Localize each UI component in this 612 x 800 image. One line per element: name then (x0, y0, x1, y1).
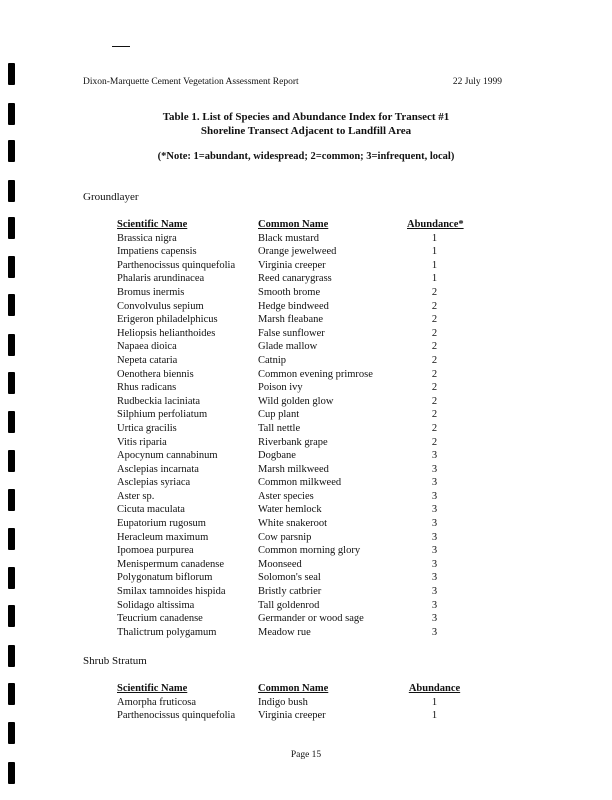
scientific-name-cell: Eupatorium rugosum (117, 518, 206, 530)
common-name-cell: Water hemlock (258, 504, 322, 516)
common-name-cell: Reed canarygrass (258, 273, 332, 285)
common-name-cell: Cup plant (258, 409, 300, 421)
abundance-note: (*Note: 1=abundant, widespread; 2=common; 3=infrequent, local) (157, 151, 455, 162)
table-row (117, 313, 487, 327)
common-name-cell: Bristly catbrier (258, 586, 322, 598)
scientific-name-cell: Heracleum maximum (117, 531, 209, 543)
common-name-cell: Hedge bindweed (258, 300, 329, 312)
scientific-name-cell: Rudbeckia laciniata (117, 395, 201, 407)
table-row (117, 585, 487, 599)
col-abundance: Abundance (408, 683, 461, 694)
table-row (117, 422, 487, 436)
scientific-name-cell: Silphium perfoliatum (117, 409, 208, 421)
common-name-cell: Glade mallow (258, 341, 318, 353)
common-name-cell: Smooth brome (258, 286, 321, 298)
common-name-cell: Dogbane (258, 450, 296, 462)
scientific-name-cell: Ipomoea purpurea (117, 545, 194, 557)
common-name-cell: Catnip (258, 354, 286, 366)
scientific-name-cell: Bromus inermis (117, 286, 185, 298)
table-row (117, 490, 487, 504)
table-row (117, 272, 487, 286)
abundance-cell: 2 (431, 354, 438, 366)
scientific-name-cell: Teucrium canadense (117, 613, 203, 625)
table-row (117, 626, 487, 640)
scientific-name-cell: Erigeron philadelphicus (117, 314, 218, 326)
common-name-cell: Tall goldenrod (258, 599, 320, 611)
scientific-name-cell: Amorpha fruticosa (117, 696, 197, 708)
table-row (117, 354, 487, 368)
table-row (117, 436, 487, 450)
abundance-cell: 3 (431, 599, 438, 611)
table-row (117, 259, 487, 273)
table-row (117, 531, 487, 545)
table-row (117, 476, 487, 490)
common-name-cell: Tall nettle (258, 422, 301, 434)
abundance-cell: 3 (431, 572, 438, 584)
common-name-cell: Black mustard (258, 232, 319, 244)
abundance-cell: 2 (431, 286, 438, 298)
abundance-cell: 1 (431, 259, 438, 271)
abundance-cell: 3 (431, 545, 438, 557)
scientific-name-cell: Impatiens capensis (117, 246, 197, 258)
report-title: Dixon-Marquette Cement Vegetation Assessment Report (83, 77, 299, 87)
scientific-name-cell: Nepeta cataria (117, 354, 178, 366)
abundance-cell: 2 (431, 341, 438, 353)
scientific-name-cell: Vitis riparia (117, 436, 167, 448)
abundance-cell: 3 (431, 613, 438, 625)
common-name-cell: Orange jewelweed (258, 246, 337, 258)
report-date: 22 July 1999 (452, 77, 502, 87)
abundance-cell: 3 (431, 518, 438, 530)
abundance-cell: 2 (431, 368, 438, 380)
scientific-name-cell: Aster sp. (117, 490, 155, 502)
common-name-cell: Moonseed (258, 558, 302, 570)
abundance-cell: 2 (431, 395, 438, 407)
page-number: Page 15 (290, 750, 322, 760)
scientific-name-cell: Asclepias syriaca (117, 477, 191, 489)
scientific-name-cell: Polygonatum biflorum (117, 572, 213, 584)
common-name-cell: Wild golden glow (258, 395, 334, 407)
abundance-cell: 3 (431, 490, 438, 502)
abundance-cell: 3 (431, 477, 438, 489)
table-row (117, 517, 487, 531)
scientific-name-cell: Oenothera biennis (117, 368, 194, 380)
scientific-name-cell: Solidago altissima (117, 599, 195, 611)
scientific-name-cell: Menispermum canadense (117, 558, 225, 570)
table-row (117, 558, 487, 572)
scientific-name-cell: Brassica nigra (117, 232, 177, 244)
scientific-name-cell: Parthenocissus quinquefolia (117, 710, 236, 722)
col-scientific-name: Scientific Name (117, 683, 188, 694)
table-row (117, 599, 487, 613)
abundance-cell: 1 (431, 273, 438, 285)
table-row (117, 544, 487, 558)
col-scientific-name: Scientific Name (117, 219, 188, 230)
col-common-name: Common Name (258, 683, 329, 694)
common-name-cell: Virginia creeper (258, 710, 326, 722)
common-name-cell: White snakeroot (258, 518, 328, 530)
common-name-cell: Marsh milkweed (258, 463, 329, 475)
table-row (117, 300, 487, 314)
common-name-cell: Marsh fleabane (258, 314, 324, 326)
common-name-cell: Virginia creeper (258, 259, 326, 271)
abundance-cell: 3 (431, 463, 438, 475)
common-name-cell: Cow parsnip (258, 531, 312, 543)
table-row (117, 232, 487, 246)
col-abundance: Abundance* (407, 219, 464, 230)
abundance-cell: 2 (431, 327, 438, 339)
abundance-cell: 1 (431, 232, 438, 244)
table-header-row (117, 682, 487, 696)
table-header-row (117, 218, 487, 232)
abundance-cell: 2 (431, 300, 438, 312)
scientific-name-cell: Smilax tamnoides hispida (117, 586, 226, 598)
table-title (0, 110, 612, 138)
top-mark (112, 46, 130, 47)
common-name-cell: Germander or wood sage (258, 613, 364, 625)
table-row (117, 368, 487, 382)
common-name-cell: False sunflower (258, 327, 325, 339)
common-name-cell: Common milkweed (258, 477, 342, 489)
table-row (117, 395, 487, 409)
common-name-cell: Indigo bush (258, 696, 308, 708)
table-row (117, 503, 487, 517)
running-header (83, 77, 502, 87)
shrub-table (117, 682, 487, 723)
scientific-name-cell: Apocynum cannabinum (117, 450, 218, 462)
common-name-cell: Common morning glory (258, 545, 361, 557)
table-row (117, 463, 487, 477)
table-row (117, 340, 487, 354)
common-name-cell: Common evening primrose (258, 368, 373, 380)
table-row (117, 245, 487, 259)
common-name-cell: Riverbank grape (258, 436, 328, 448)
abundance-cell: 3 (431, 626, 438, 638)
abundance-cell: 2 (431, 422, 438, 434)
scientific-name-cell: Urtica gracilis (117, 422, 177, 434)
abundance-cell: 1 (431, 246, 438, 258)
table-row (117, 696, 487, 710)
scientific-name-cell: Parthenocissus quinquefolia (117, 259, 236, 271)
common-name-cell: Solomon's seal (258, 572, 321, 584)
groundlayer-heading: Groundlayer (83, 191, 139, 203)
table-row (117, 571, 487, 585)
abundance-cell: 3 (431, 531, 438, 543)
groundlayer-table (117, 218, 487, 639)
abundance-cell: 2 (431, 409, 438, 421)
shrub-heading: Shrub Stratum (83, 655, 147, 667)
table-title-line2: Shoreline Transect Adjacent to Landfill Area (200, 125, 412, 137)
scientific-name-cell: Convolvulus sepium (117, 300, 204, 312)
abundance-cell: 2 (431, 436, 438, 448)
table-row (117, 408, 487, 422)
scientific-name-cell: Rhus radicans (117, 382, 177, 394)
table-row (117, 612, 487, 626)
table-title-line1: Table 1. List of Species and Abundance Index for Transect #1 (162, 111, 450, 123)
col-common-name: Common Name (258, 219, 329, 230)
scientific-name-cell: Asclepias incarnata (117, 463, 199, 475)
table-row (117, 327, 487, 341)
abundance-cell: 3 (431, 558, 438, 570)
table-row (117, 286, 487, 300)
abundance-cell: 3 (431, 504, 438, 516)
abundance-cell: 2 (431, 314, 438, 326)
scientific-name-cell: Cicuta maculata (117, 504, 185, 516)
scientific-name-cell: Thalictrum polygamum (117, 626, 217, 638)
abundance-cell: 3 (431, 450, 438, 462)
scientific-name-cell: Napaea dioica (117, 341, 177, 353)
table-row (117, 449, 487, 463)
abundance-cell: 2 (431, 382, 438, 394)
table-row (117, 709, 487, 723)
common-name-cell: Poison ivy (258, 382, 303, 394)
table-row (117, 381, 487, 395)
abundance-cell: 1 (431, 696, 438, 708)
common-name-cell: Meadow rue (258, 626, 311, 638)
abundance-cell: 3 (431, 586, 438, 598)
scientific-name-cell: Phalaris arundinacea (117, 273, 205, 285)
common-name-cell: Aster species (258, 490, 314, 502)
scientific-name-cell: Heliopsis helianthoides (117, 327, 216, 339)
abundance-cell: 1 (431, 710, 438, 722)
